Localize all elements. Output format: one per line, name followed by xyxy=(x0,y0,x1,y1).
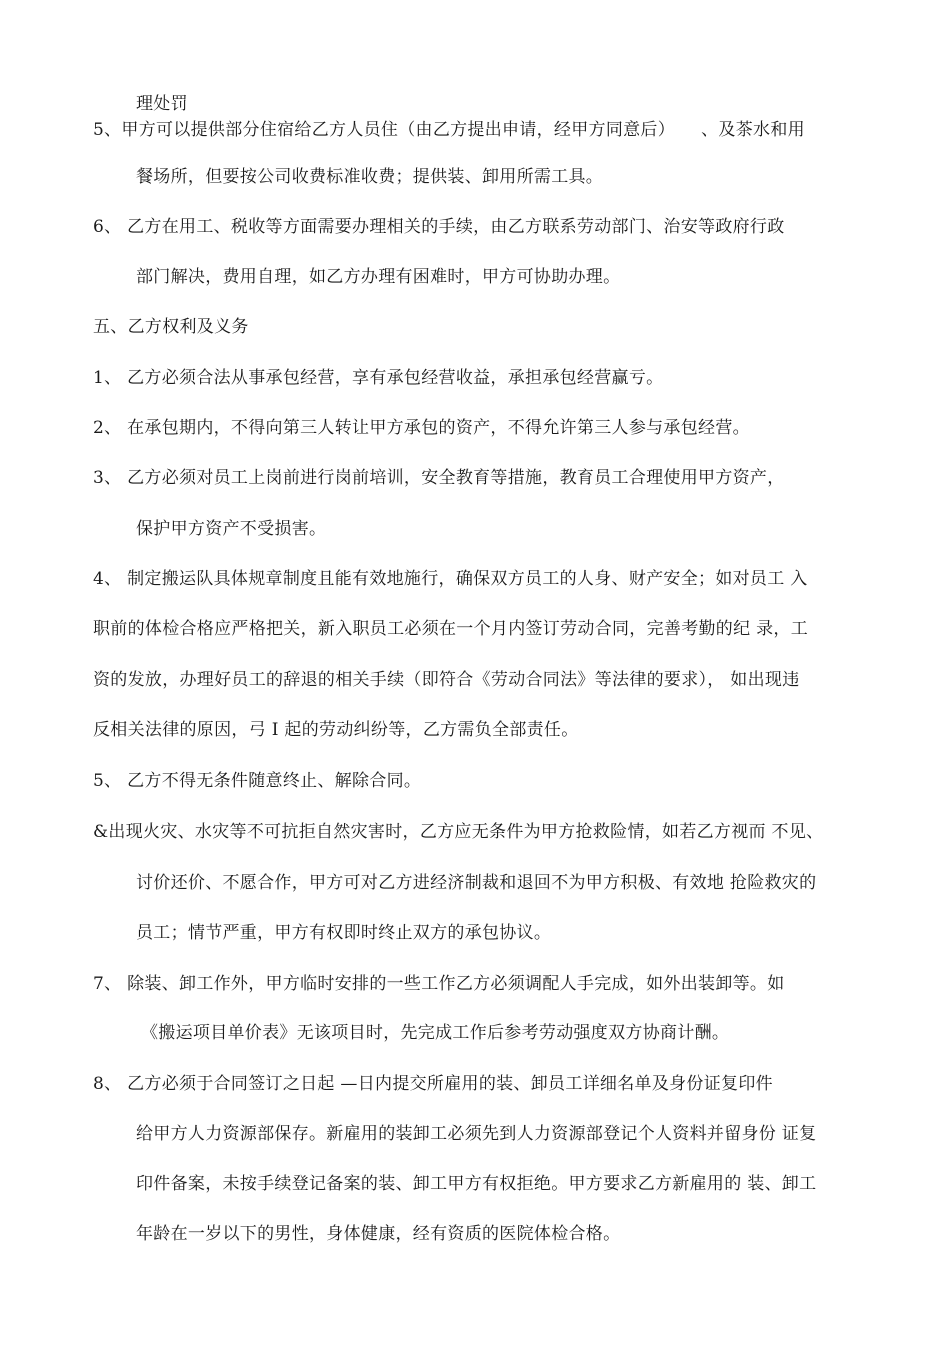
text-line-22: 给甲方人力资源部保存。新雇用的装卸工必须先到人力资源部登记个人资料并留身份 证复 xyxy=(136,1124,817,1144)
text-line-23: 印件备案，未按手续登记备案的装、卸工甲方有权拒绝。甲方要求乙方新雇用的 装、卸工 xyxy=(136,1174,817,1194)
text-line-8: 2、 在承包期内，不得向第三人转让甲方承包的资产，不得允许第三人参与承包经营。 xyxy=(93,418,750,438)
text-line-1: 理处罚 xyxy=(136,94,188,114)
text-line-13: 资的发放，办理好员工的辞退的相关手续（即符合《劳动合同法》等法律的要求）， 如出现违 xyxy=(93,670,800,690)
text-line-10: 保护甲方资产不受损害。 xyxy=(136,519,327,539)
text-line-7: 1、 乙方必须合法从事承包经营，享有承包经营收益，承担承包经营赢亏。 xyxy=(93,368,664,388)
text-line-21: 8、 乙方必须于合同签订之日起 —日内提交所雇用的装、卸员工详细名单及身份证复印件 xyxy=(93,1074,773,1094)
section-heading: 五、乙方权利及义务 xyxy=(93,317,249,337)
text-line-5: 部门解决，费用自理，如乙方办理有困难时，甲方可协助办理。 xyxy=(136,267,621,287)
text-line-16: &出现火灾、水灾等不可抗拒自然灾害时，乙方应无条件为甲方抢救险情，如若乙方视而 不见、 xyxy=(93,822,824,842)
text-line-17: 讨价还价、不愿合作，甲方可对乙方进经济制裁和退回不为甲方积极、有效地 抢险救灾的 xyxy=(136,873,817,893)
text-line-19: 7、 除装、卸工作外，甲方临时安排的一些工作乙方必须调配人手完成，如外出装卸等。如 xyxy=(93,974,785,994)
text-line-24: 年龄在一岁以下的男性，身体健康，经有资质的医院体检合格。 xyxy=(136,1224,621,1244)
text-line-15: 5、 乙方不得无条件随意终止、解除合同。 xyxy=(93,771,422,791)
text-line-9: 3、 乙方必须对员工上岗前进行岗前培训，安全教育等措施，教育员工合理使用甲方资产， xyxy=(93,468,785,488)
text-line-20: 《搬运项目单价表》无该项目时，先完成工作后参考劳动强度双方协商计酬。 xyxy=(141,1023,730,1043)
text-line-2: 5、甲方可以提供部分住宿给乙方人员住（由乙方提出申请，经甲方同意后） 、及茶水和用 xyxy=(93,120,805,140)
text-line-4: 6、 乙方在用工、税收等方面需要办理相关的手续，由乙方联系劳动部门、治安等政府行政 xyxy=(93,217,785,237)
text-line-11: 4、 制定搬运队具体规章制度且能有效地施行，确保双方员工的人身、财产安全；如对员工 入 xyxy=(93,569,808,589)
text-line-18: 员工；情节严重，甲方有权即时终止双方的承包协议。 xyxy=(136,923,552,943)
text-line-14: 反相关法律的原因，弓 I 起的劳动纠纷等，乙方需负全部责任。 xyxy=(93,720,579,740)
text-line-12: 职前的体检合格应严格把关，新入职员工必须在一个月内签订劳动合同，完善考勤的纪 录，工 xyxy=(93,619,809,639)
text-line-3: 餐场所，但要按公司收费标准收费；提供装、卸用所需工具。 xyxy=(136,167,604,187)
